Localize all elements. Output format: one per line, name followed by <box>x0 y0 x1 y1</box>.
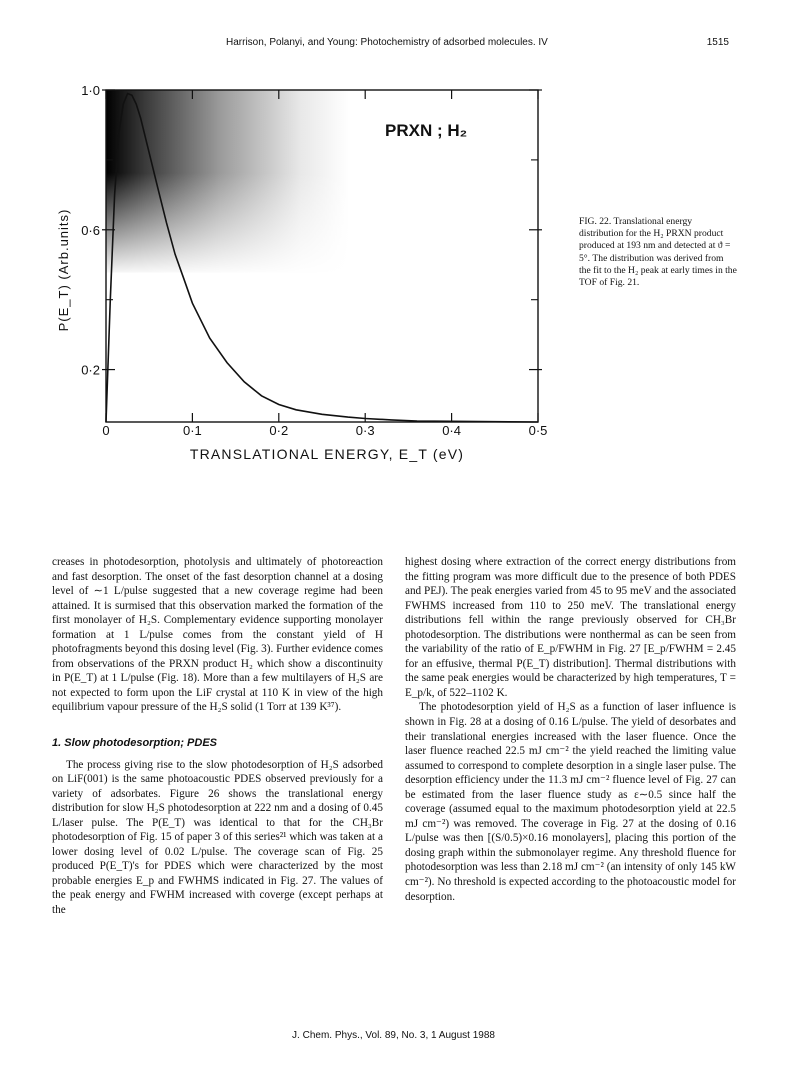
x-tick-label: 0·3 <box>355 423 375 438</box>
chart-title: PRXN ; H₂ <box>385 121 468 140</box>
section-heading: 1. Slow photodesorption; PDES <box>52 737 217 750</box>
running-title: Harrison, Polanyi, and Young: Photochemistry of adsorbed molecules. IV <box>226 37 548 48</box>
paragraph: The process giving rise to the slow photodesorption of H₂S adsorbed on LiF(001) is the same photoacoustic PDES observed previously for a variety of adsorbates. Figure 26 shows the translational energy distribution for slow H₂S photodesorption at 222 nm and a dosing of 0.45 L/laser pulse. The P(E_T) was identical to that for the CH₃Br photodesorption of Fig. 15 of paper 3 of this series²¹ which was taken at a lower dosing level of 0.02 L/pulse. The coverage scan of Fig. 25 produced P(E_T)'s for PDES which were characterized by the most probable energies E_p and FWHMS indicated in Fig. 27. The values of the peak energy and FWHM increased with coverge (except perhaps at the <box>52 758 383 917</box>
x-tick-label: 0·2 <box>269 423 289 438</box>
page-number: 1515 <box>706 37 729 48</box>
x-axis-label: TRANSLATIONAL ENERGY, E_T (eV) <box>189 446 465 462</box>
caption-text: FIG. 22. Translational energy distribution for the H₂ PRXN product produced at 193 nm and detected at ϑ = 5°. The distribution was derived from the fit to the H₂ peak at early times in the TOF of Fig. 21. <box>579 216 737 289</box>
footer-text: J. Chem. Phys., Vol. 89, No. 3, 1 August 1988 <box>292 1030 495 1041</box>
figure-22 <box>40 70 580 470</box>
text-column-left <box>52 555 383 918</box>
x-tick-label: 0·5 <box>528 423 548 438</box>
running-header <box>0 34 787 54</box>
y-tick-label: 0·6 <box>81 222 100 238</box>
figure-caption <box>579 216 737 289</box>
paragraph: highest dosing where extraction of the correct energy distributions from the fitting program was more difficult due to the presence of both PDES and PEJ). The peak energies varied from 45 to 95 meV and the associated FWHMS increased from 110 to 250 meV. The translational energy distributions fell within the range previously observed for CH₃Br photodesorption. The distributions were nonthermal as can be seen from the variability of the ratio of E_p/FWHM in Fig. 27 [E_p/FWHM = 2.45 for an effusive, thermal P(E_T) distribution]. Thermal distributions with the same peak energies would be characterized by high temperatures, T = E_p/k, of 522–1102 K. <box>405 556 736 699</box>
y-tick-label: 0·2 <box>81 362 100 378</box>
x-tick-label: 0 <box>102 423 110 438</box>
x-tick-label: 0·4 <box>442 423 461 438</box>
y-axis-label: P(E_T) (Arb.units) <box>56 208 71 332</box>
journal-footer <box>0 1030 787 1041</box>
x-tick-label: 0·1 <box>183 423 202 438</box>
energy-distribution-chart <box>40 70 580 470</box>
y-tick-label: 1·0 <box>81 83 100 98</box>
paragraph: creases in photodesorption, photolysis and ultimately of photoreaction and fast desorption. The onset of the fast desorption channel at a dosing level of ∼1 L/pulse suggested that a new coverage regime had been attained. It is surmised that this observation marked the formation of the first monolayer of H₂S. Complementary evidence supporting monolayer formation at 1 L/pulse comes from the constant yield of H photofragments beyond this dosing level (Fig. 3). Further evidence comes from observations of the PRXN product H₂ which show a discontinuity in P(E_T) at 1 L/pulse (Fig. 18). More than a few multilayers of H₂S are not expected to form upon the LiF crystal at 110 K in view of the high equilibrium vapour pressure of the H₂S solid (1 Torr at 139 K³⁷). <box>52 556 383 714</box>
text-column-right <box>405 555 736 904</box>
gradient-fade <box>106 173 430 276</box>
paragraph: The photodesorption yield of H₂S as a function of laser influence is shown in Fig. 28 at a dosing of 0.16 L/pulse. The yield of desorbates and their translational energies increased with the laser fluence. Once the laser fluence reached 22.5 mJ cm⁻² the yield reached the limiting value assumed to correspond to complete desorption in a single laser pulse. The desorption efficiency under the 11.3 mJ cm⁻² fluence level of Fig. 27 can be estimated from the laser fluence study as ε∼0.5 since half the coverage (assumed equal to the maximum photodesorption yield at 22.5 mJ cm⁻²) was removed. The coverage in Fig. 27 at the dosing of 0.16 L/pulse was then [(S/0.5)×0.16 monolayers], placing this portion of the dosing graph within the submonolayer regime. Any threshold fluence for photodesorption was less than 2.18 mJ cm⁻² (an intensity of only 145 kW cm⁻²). No threshold is expected according to the photoacoustic model for desorption. <box>405 701 736 903</box>
